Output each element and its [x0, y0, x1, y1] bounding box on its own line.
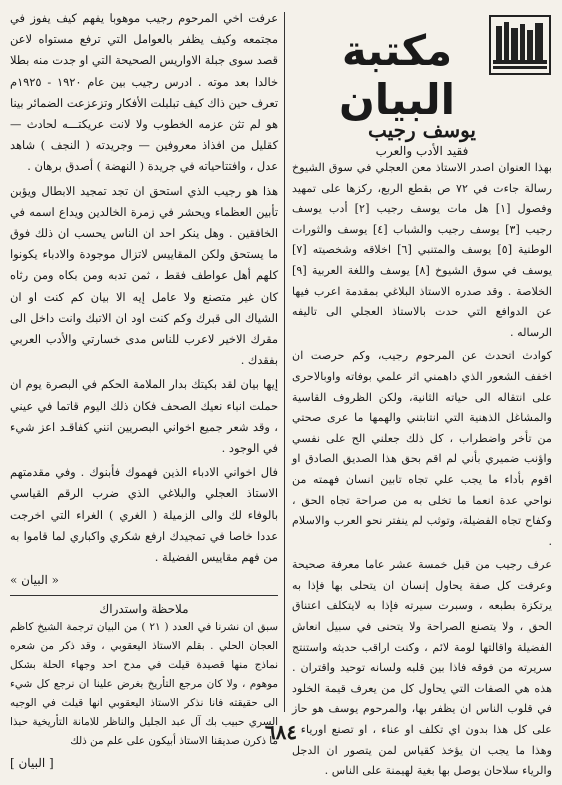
column-divider [284, 12, 285, 712]
article-paragraph: هذا هو رجيب الذي استحق ان تجد تمجيد الابطال ويؤبن تأبين العظماء ويحشر في زمرة الخالدين ويداع اسمه في الخافقين . وهل ينكر احد ان الناس يحسب ان ذلك فوق ما يستحق ولكن المقاييس لاتزال موجودة والادباء يكونوا كلهم أهل عواطف فقط ، ثمن تدبه ومن بكاه ومن رثاه كان غير متصنع ولا عامل إيه الا بيان كم كنت او ان الشياك الى قبرك وكم كنت اود ان الاتبك وانت داخل الى مقرك الاخير لاعرب للناس مدى خسارتي والأدب العربي بفقدك . [10, 183, 278, 368]
notes-title: ملاحظة واستدراك [99, 602, 189, 617]
article-paragraph: إيها بيان لقد بكيتك بدار الملامة الحكم في البصرة يوم ان حملت انباء نعيك الصحف فكان ذلك اليوم قاتما في عيني ، وقد شعر جميع اخواني البصريين انني كفاقـد اعز شيء في الوجود . [10, 377, 278, 456]
masthead-title: مكتبة البيان [338, 26, 456, 124]
magazine-page [10, 8, 553, 778]
article-title: يوسف رجيب [367, 118, 477, 142]
article-paragraph: فال اخواني الادباء الذين فهموك فأبنوك . وفي مقدمتهم الاستاذ العجلي والبلاغي الذي ضرب الرقم القياسي بالوفاء لك والى الزميلة ( الغري ) الغراء التي اخرجت عددا خاصا في تمجيدك ارفع شكري واكباري لما قاموا به من فهم مقاييس الفضيلة . [10, 465, 278, 565]
page-number: ٦٨٤ [264, 720, 298, 744]
article-paragraph: عرفت اخي المرحوم رجيب موهوبا يفهم كيف يفوز في مجتمعه وكيف يظفر بالعوامل التي ترفع مستواه لاعن قصد سوى جبلة الاواريس الصحيحة التي او جدت منه بطلا خالدا بعد موته . ادرس رجيب بين عام ١٩٢٠ - ١٩٢٥م تعرف حين ذاك كيف تبلبلت الأفكار وتزعزعت الضمائر بينا هو لم تثن عزمه الخطوب ولا لانت عريكتـــه لحادث — كقليل من افذاذ معروفين — وجريدته ( النجف ) شاهد عدل ، وافتتاحياته في جريدة ( النهضة ) أصدق برهان . [10, 11, 278, 174]
right-column [292, 8, 552, 785]
article-paragraph: عرف رجيب من قبل خمسة عشر عاما معرفة صحيحة وعرفت كل صفة يحاول إنسان ان يتحلى بها فإذا به يرتكزة بطبعه ، وسبرت سيرته فإذا به لايتكلف اعتناق الحق ، ولا يتصنع الصراحة ولا يتحنى في سبيل انعاش الفضيلة واقالتها لومة لائم ، وكنت اراقب حديثه واستنتج سريرته من فوقه فاذا بين قلبه ولسانه توحيد واقتران . هذه هي الصفات التي يحاول كل من يعرف قيمة الخلود في قلوب الناس ان يظفر بها، والمرحوم يوسف هو حاز على كل هذا بدون اي تكلف او عناء ، او تصنع اورياء ، وهذا ما يجب ان يؤخذ كقياس لمن يتصور ان الدجل والرياء سلاحان يوصل بها بغية لهيمنة على الناس . [292, 558, 552, 778]
bookshelf-icon [488, 14, 552, 76]
masthead [292, 8, 552, 128]
article-signature: « البيان » [10, 573, 60, 588]
left-column [10, 8, 278, 772]
article-paragraph: كوادث اتحدث عن المرحوم رجيب، وكم حرصت ان اخفف الشعور الذي داهمني اثر علمي بوفاته واوبالاحرى على انتقاله الى حياته الثانية، ولكن الظروف القاسية والمشاغل الذهنية التي انتابتني والهمها ما عرى صحتي من تأخر واضطراب ، كل ذلك جعلني الح على نفسي واؤنب ضميري بأني لم اقم بحق هذا الصديق الصادق او اقوم بأداء ما يجب علي تجاه تابين انسان فهمته من نواحي عدة انعما ما تخلى به من صراحة تجاه الحق ، وكفاح تجاه الفضيلة، وتوثب لم ينفتر نحو العرب والاسلام . [292, 349, 552, 548]
notes-signature: [ البيان ] [10, 756, 54, 771]
note-paragraph: سبق ان نشرنا في العدد ( ٢١ ) من البيان ترجمة الشيخ كاظم العجان الحلي . بقلم الاستاذ اليعقوبي ، وقد ذكر من شعره نماذج منها قصيدة قيلت في مدح احد وجهاء الحلة بشكل موهوم ، ولا كان مرجع التأريخ بغرض علينا ان نرجع كل شيء الى حقيقته فانا نذكر الاستاذ اليعقوبي انها قيلت في الوجيه السري حبيب بك آل عبد الجليل والناظر للامانة التأريخية حبذا ما ذكرن صديقنا الاستاذ أبيكون على علم من ذلك [10, 621, 279, 748]
article-paragraph: بهذا العنوان اصدر الاستاذ معن العجلي في سوق الشيوخ رسالة جاءت في ٧٢ ص بقطع الربع، ركزها على تمهيد وفصول [١] هل مات يوسف رجيب [٢] أدب يوسف رجيب [٣] يوسف رجيب والشباب [٤] يوسف والثورات الوطنية [٥] يوسف والمتنبي [٦] اخلاقه وشخصيته [٧] يوسف في سوق الشيوخ [٨] يوسف واللغة العربية [٩] الخلاصة . وقد صدره الاستاذ البلاغي بمقدمة اعرب فيها عن الدوافع التي حدت بالاستاذ العجلي الى تاليفه الرساله . [292, 161, 553, 339]
article-subtitle: فقيد الأدب والعرب [375, 144, 469, 158]
notes-separator [10, 595, 278, 596]
